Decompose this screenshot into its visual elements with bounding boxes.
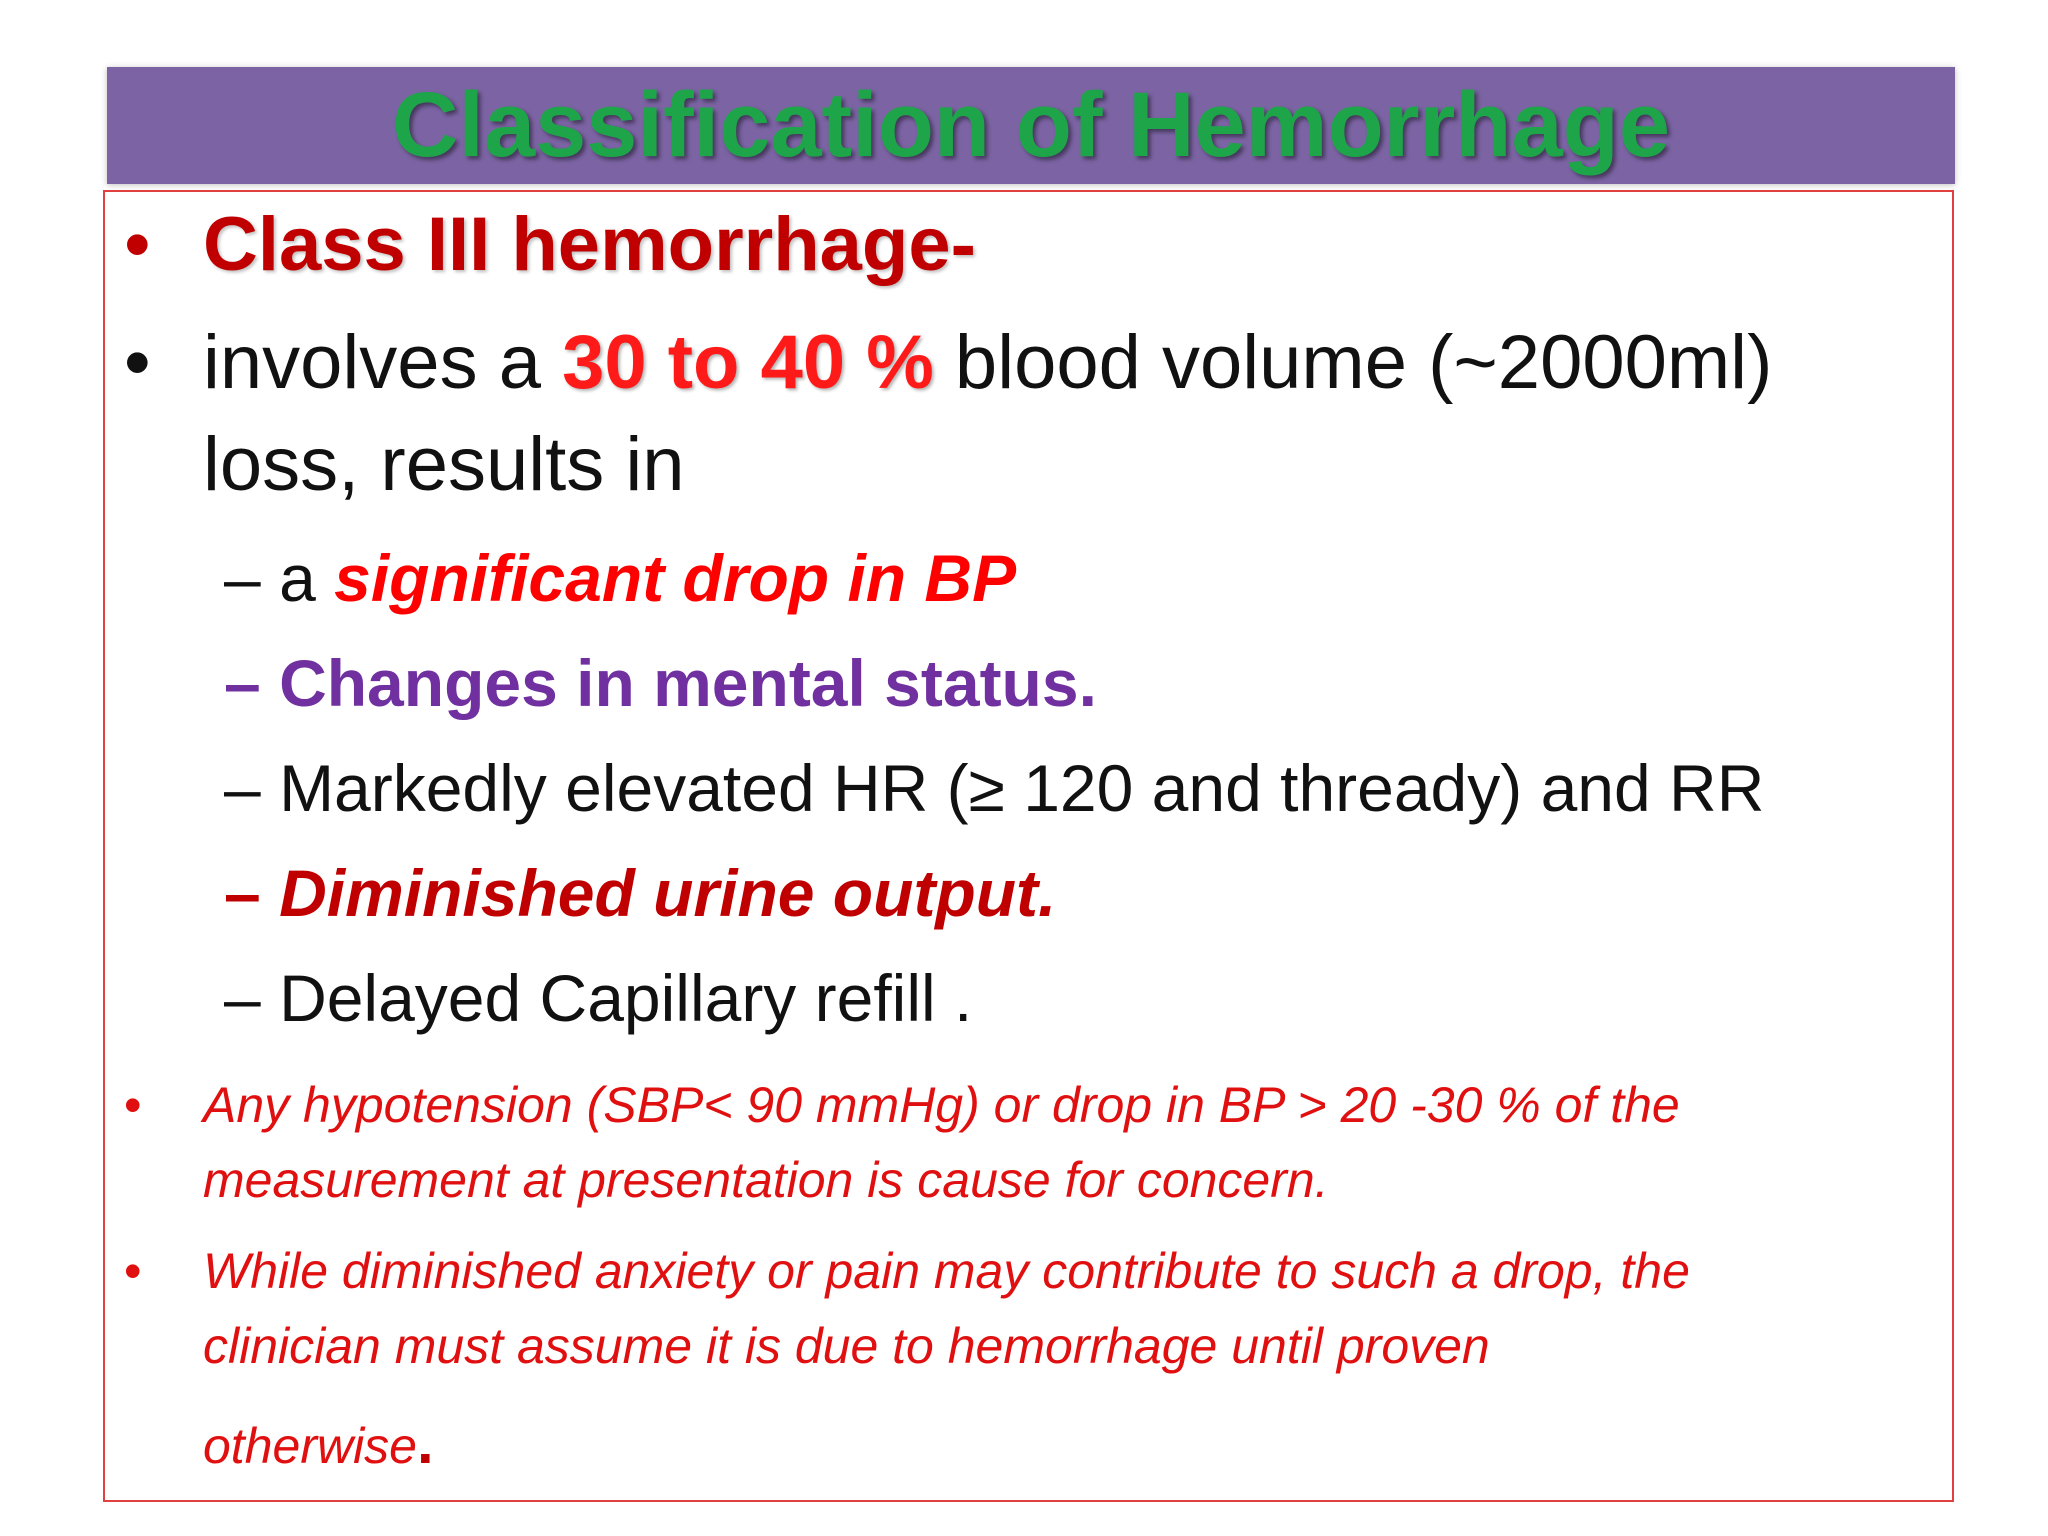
main-point-prefix: involves a [203,320,563,405]
bullet-marker: • [124,1243,142,1299]
urine-text: Diminished urine output. [279,856,1057,930]
bullet-marker: • [124,320,151,405]
sub-point-bp [224,538,1016,618]
sub-point-hr [224,748,1764,828]
otherwise-text: otherwise [203,1418,417,1474]
mental-status-text: Changes in mental status. [279,646,1097,720]
note-anxiety-line-1: While diminished anxiety or pain may contribute to such a drop, the [203,1243,1690,1299]
slide-title: Classification of Hemorrhage [391,74,1671,176]
hr-text: Markedly elevated HR (≥ 120 and thready) and RR [279,751,1765,825]
dash-marker: – [224,856,261,930]
dash-marker: – [224,961,261,1035]
sub-point-capillary [224,958,972,1038]
note-anxiety-line-3 [203,1410,434,1479]
bp-emphasis: significant drop in BP [334,541,1017,615]
sub-point-urine [224,853,1056,933]
sub-point-mental [224,643,1097,723]
main-point-suffix: blood volume (~2000ml) [933,320,1773,405]
title-bar [107,67,1955,184]
bullet-marker: • [124,202,151,287]
bullet-marker: • [124,1077,142,1133]
class-heading-line [203,200,976,290]
dash-marker: – [224,646,261,720]
dash-marker: – [224,541,261,615]
bp-prefix: a [279,541,335,615]
capillary-text: Delayed Capillary refill . [279,961,973,1035]
class-heading: Class III hemorrhage- [203,202,976,287]
main-point-line-2: loss, results in [203,422,685,507]
percent-highlight: 30 to 40 % [562,320,934,405]
final-period: . [417,1409,434,1476]
note-hypotension-line-2: measurement at presentation is cause for concern. [203,1152,1329,1208]
note-anxiety-line-2: clinician must assume it is due to hemorrhage until proven [203,1318,1490,1374]
note-hypotension-line-1: Any hypotension (SBP< 90 mmHg) or drop in BP > 20 -30 % of the [203,1077,1680,1133]
main-point-line-1 [203,318,1772,408]
dash-marker: – [224,751,261,825]
